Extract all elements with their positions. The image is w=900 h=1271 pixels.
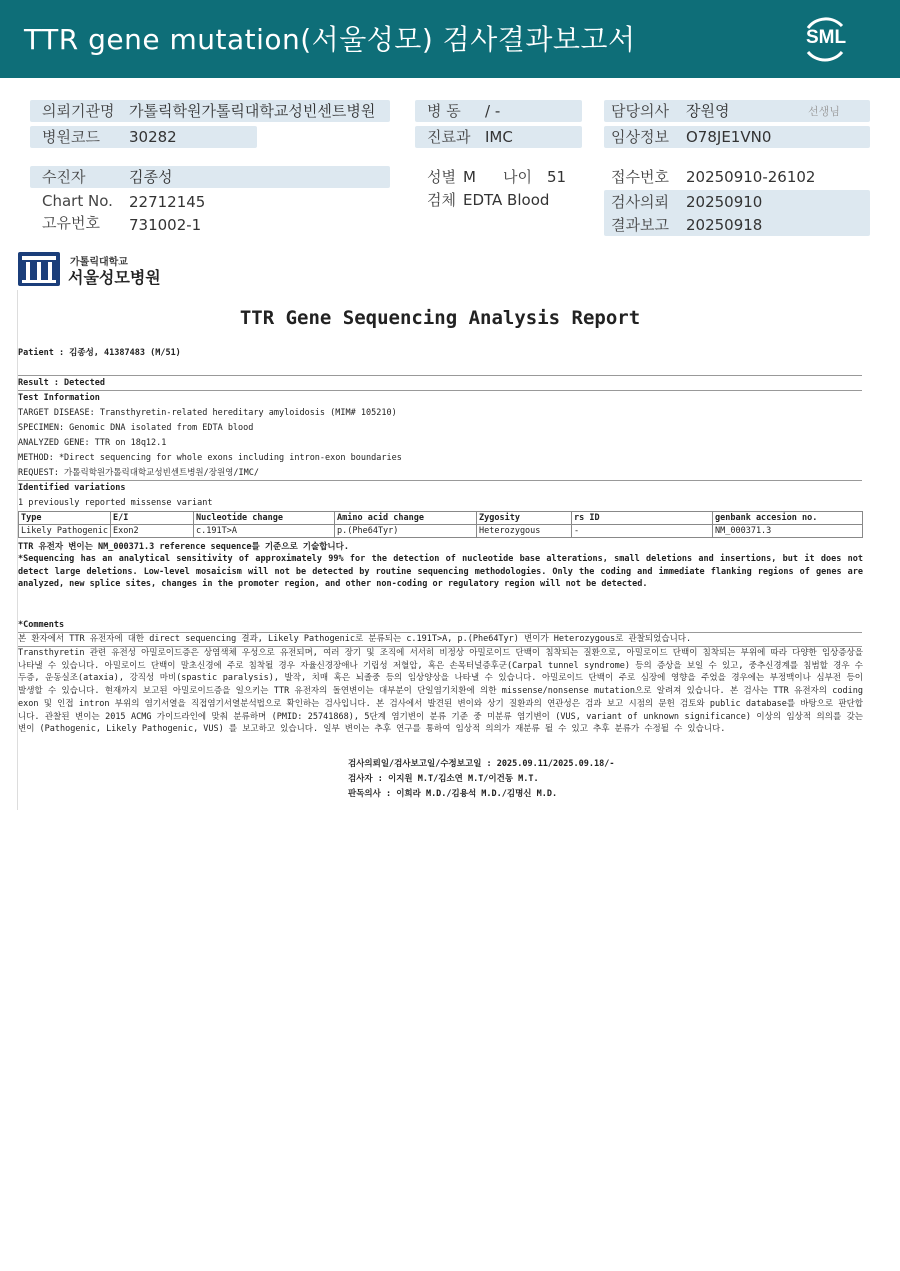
hospital-emblem-icon [18, 252, 60, 286]
sex-label: 성별 [427, 168, 456, 186]
table-cell: Exon2 [111, 525, 194, 538]
table-cell: c.191T>A [194, 525, 335, 538]
institution-value: 가톨릭학원가톨릭대학교성빈센트병원 [129, 102, 376, 120]
table-header-cell: Amino acid change [335, 512, 477, 525]
divider [18, 480, 862, 481]
unique-no-value: 731002-1 [129, 216, 202, 234]
table-header-row [19, 512, 863, 525]
report-header [0, 0, 900, 78]
patient-value: 김종성 [129, 168, 173, 186]
table-header-cell: Zygosity [477, 512, 572, 525]
dates-line: 검사의뢰일/검사보고일/수정보고일 : 2025.09.11/2025.09.18/- [348, 759, 615, 769]
doctor-label: 담당의사 [611, 102, 669, 120]
sml-logo: SML [805, 27, 847, 48]
testers-line: 검사자 : 이지원 M.T/김소연 M.T/이건동 M.T. [348, 774, 539, 784]
sensitivity-note: *Sequencing has an analytical sensitivity of approximately 99% for the detection of nucleotide base alterations, small deletions and insertions, but it does not detect large deletions. Low-level mosaicism will not be detected by routine sequencing methodologies. Only the coding and immediate flanking regions of genes are analyzed, new splice sites, changes in the promoter region, and other non-coding or regulatory region will not be detected. [18, 554, 863, 590]
reception-no-value: 20250910-26102 [686, 168, 816, 186]
report-title: TTR Gene Sequencing Analysis Report [239, 307, 641, 329]
hospital-logo-name: 서울성모병원 [68, 268, 161, 287]
comment-body: Transthyretin 관련 유전성 아밀로이드증은 상염색체 우성으로 유전되며, 여러 장기 및 조직에 서서히 비정상 아밀로이드 단백이 침착되는 질환으로, 아밀로이드 단백이 침착되는 부위에 따라 다양한 임상증상을 나타낼 수 있습니다. 아밀로이드 단백이 말초신경에 주로 침착될 경우 자율신경장애나 기립성 저혈압, 혹은 손목터널증후군(Carpal tunnel syndrome) 등의 증상을 보일 수 있고, 중추신경계를 침범할 경우 수두증, 운동실조(ataxia), 강직성 마비(spastic paralysis), 발작, 치매 혹은 뇌졸중 등의 임상양상을 나타낼 수 있습니다. 아밀로이드 단백이 주로 심장에 영향을 주었을 경우에는 부정맥이나 심부전 등이 발생할 수 있습니다. 현재까지 보고된 아밀로이드증을 일으키는 TTR 유전자의 돌연변이는 대부분이 단일염기치환에 의한 missense/nonsense mutation으로 알려져 있습니다. 본 검사는 TTR 유전자의 coding exon 및 인접 intron 부위의 염기서열을 직접염기서열분석법으로 확인하는 검사입니다. 본 검사에서 발견된 변이와 상기 질환과의 연관성은 검과 보고 시점의 문헌 검토와 public database를 바탕으로 판단합니다. 관찰된 변이는 2015 ACMG 가이드라인에 맞춰 분류하며 (PMID: 25741868), 5단계 염기변이 분류 기준 중 미분류 염기변이 (VUS, variant of unknown significance) 이상의 임상적 의의를 갖는 변이 (Pathogenic, Likely Pathogenic, VUS) 를 보고하고 있습니다. 일부 변이는 추후 연구를 통하여 임상적 의의가 재분류 될 수 있고 추후 분류가 수정될 수 있습니다. [18, 648, 863, 735]
identified-summary: 1 previously reported missense variant [18, 498, 213, 508]
report-title-banner: TTR gene mutation(서울성모) 검사결과보고서 [24, 23, 636, 56]
department-label: 진료과 [427, 128, 471, 146]
table-cell: Likely Pathogenic [19, 525, 111, 538]
method-line: METHOD: *Direct sequencing for whole exons including intron-exon boundaries [18, 453, 402, 463]
analyzed-gene: ANALYZED GENE: TTR on 18q12.1 [18, 438, 167, 448]
patient-line: Patient : 김종성, 41387483 (M/51) [18, 348, 181, 358]
divider [18, 390, 862, 391]
institution-label: 의뢰기관명 [42, 102, 115, 120]
specimen-line: SPECIMEN: Genomic DNA isolated from EDTA blood [18, 423, 254, 433]
hospital-code-label: 병원코드 [42, 128, 100, 146]
comment-summary: 본 환자에서 TTR 유전자에 대한 direct sequencing 결과, Likely Pathogenic로 분류되는 c.191T>A, p.(Phe64Tyr) 변이가 Heterozygous로 관찰되었습니다. [18, 634, 692, 644]
ward-label: 병 동 [427, 102, 461, 120]
department-value: IMC [485, 128, 513, 146]
hospital-logo-university: 가톨릭대학교 [70, 257, 128, 268]
chart-no-value: 22712145 [129, 193, 206, 211]
table-header-cell: Type [19, 512, 111, 525]
specimen-label: 검체 [427, 191, 456, 209]
divider [18, 375, 862, 376]
table-cell: NM_000371.3 [713, 525, 863, 538]
age-label: 나이 [503, 168, 532, 186]
table-header-cell: rs ID [572, 512, 713, 525]
reception-no-label: 접수번호 [611, 168, 669, 186]
doctor-value: 장원영 [686, 102, 730, 120]
table-cell: - [572, 525, 713, 538]
result-report-label: 결과보고 [611, 216, 669, 234]
target-disease: TARGET DISEASE: Transthyretin-related hereditary amyloidosis (MIM# 105210) [18, 408, 397, 418]
doctor-suffix: 선생님 [808, 105, 840, 118]
request-line: REQUEST: 가톨릭학원가톨릭대학교성빈센트병원/장원영/IMC/ [18, 468, 259, 478]
ward-value: / - [485, 102, 501, 120]
table-header-cell: Nucleotide change [194, 512, 335, 525]
comments-heading: *Comments [18, 620, 65, 630]
test-request-label: 검사의뢰 [611, 193, 669, 211]
reference-note: TTR 유전자 변이는 NM_000371.3 reference sequence를 기준으로 기술합니다. [18, 542, 349, 552]
variant-table [18, 511, 863, 538]
table-cell: p.(Phe64Tyr) [335, 525, 477, 538]
identified-heading: Identified variations [18, 483, 126, 493]
test-request-value: 20250910 [686, 193, 763, 211]
result-line: Result : Detected [18, 378, 105, 388]
patient-label: 수진자 [42, 168, 86, 186]
age-value: 51 [547, 168, 567, 186]
specimen-value: EDTA Blood [463, 191, 550, 209]
table-header-cell: genbank accesion no. [713, 512, 863, 525]
clinical-info-label: 임상정보 [611, 128, 669, 146]
reviewers-line: 판독의사 : 이희라 M.D./김용석 M.D./김명신 M.D. [348, 789, 558, 799]
chart-no-label: Chart No. [42, 192, 113, 210]
table-cell: Heterozygous [477, 525, 572, 538]
sex-value: M [463, 168, 476, 186]
unique-no-label: 고유번호 [42, 214, 100, 232]
table-header-cell: E/I [111, 512, 194, 525]
test-info-heading: Test Information [18, 393, 100, 403]
hospital-code-value: 30282 [129, 128, 177, 146]
clinical-info-value: O78JE1VN0 [686, 128, 772, 146]
table-row [19, 525, 863, 538]
result-report-value: 20250918 [686, 216, 763, 234]
